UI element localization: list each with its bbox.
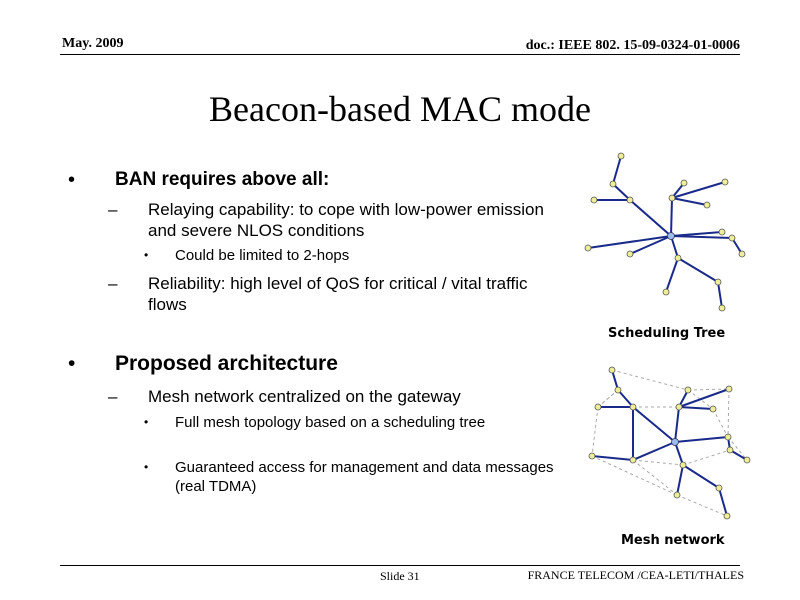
network-node	[589, 453, 595, 459]
network-node	[716, 485, 722, 491]
tree-edge	[613, 184, 630, 200]
tree-edge	[592, 456, 633, 460]
network-node	[591, 197, 597, 203]
network-node	[726, 386, 732, 392]
mesh-link	[592, 407, 598, 456]
network-node	[715, 279, 721, 285]
scheduling-tree-graph	[585, 153, 745, 311]
subsubbullet-text: Guaranteed access for management and data messages (real TDMA)	[175, 459, 554, 495]
network-node	[674, 492, 680, 498]
tree-edge	[719, 488, 727, 516]
tree-edge	[683, 465, 719, 488]
footer-organization: FRANCE TELECOM /CEA-LETI/THALES	[527, 568, 744, 582]
tree-edge	[677, 465, 683, 495]
network-node	[610, 181, 616, 187]
header-document-id: doc.: IEEE 802. 15-09-0324-01-0006	[525, 38, 740, 53]
tree-edge	[633, 407, 675, 442]
tree-edge	[630, 200, 671, 236]
tree-edge	[675, 407, 679, 442]
bullet-glyph: •	[68, 169, 76, 191]
network-node	[722, 179, 728, 185]
network-node	[675, 255, 681, 261]
network-node	[595, 404, 601, 410]
dash-glyph: –	[108, 274, 118, 293]
footer-slide-number: Slide 31	[380, 569, 420, 583]
mesh-network-graph	[589, 367, 750, 519]
mesh-link	[683, 450, 730, 465]
tree-edge	[672, 182, 725, 198]
tree-edge	[613, 156, 621, 184]
bullet-glyph: •	[144, 460, 149, 474]
gateway-node	[668, 233, 675, 240]
network-node	[727, 447, 733, 453]
bullet-text: Proposed architecture	[115, 352, 338, 375]
network-node	[685, 387, 691, 393]
subsubbullet-text: Could be limited to 2-hops	[175, 247, 350, 264]
network-node	[724, 513, 730, 519]
mesh-link	[612, 370, 688, 390]
network-node	[739, 251, 745, 257]
network-node	[627, 197, 633, 203]
network-node	[618, 153, 624, 159]
network-node	[719, 229, 725, 235]
tree-edge	[671, 198, 672, 236]
network-node	[681, 180, 687, 186]
network-node	[630, 404, 636, 410]
tree-edge	[618, 390, 633, 407]
network-node	[729, 235, 735, 241]
mesh-link	[598, 390, 618, 407]
network-node	[627, 251, 633, 257]
tree-edge	[718, 282, 722, 308]
network-node	[669, 195, 675, 201]
gateway-node	[672, 439, 679, 446]
footer-rule	[60, 565, 740, 566]
mesh-link	[713, 409, 728, 437]
subbullet-text: Mesh network centralized on the gateway	[148, 387, 461, 406]
network-node	[719, 305, 725, 311]
network-node	[704, 202, 710, 208]
network-node	[680, 462, 686, 468]
header-date: May. 2009	[62, 36, 124, 51]
dash-glyph: –	[108, 200, 118, 219]
mesh-link	[728, 389, 729, 437]
bullet-glyph: •	[144, 248, 149, 262]
network-node	[663, 289, 669, 295]
subsubbullet-text: Full mesh topology based on a scheduling tree	[175, 414, 486, 431]
mesh-network-caption: Mesh network	[621, 533, 725, 548]
network-node	[744, 457, 750, 463]
bullet-glyph: •	[144, 415, 149, 429]
bullet-glyph: •	[68, 352, 76, 375]
tree-edge	[678, 258, 718, 282]
tree-edge	[633, 442, 675, 460]
tree-edge	[679, 407, 713, 409]
network-node	[710, 406, 716, 412]
mesh-link	[633, 460, 683, 465]
scheduling-tree-caption: Scheduling Tree	[608, 326, 726, 341]
tree-edge	[672, 198, 707, 205]
network-node	[585, 245, 591, 251]
dash-glyph: –	[108, 387, 118, 406]
mesh-link	[688, 389, 729, 390]
bullet-text: BAN requires above all:	[115, 169, 330, 190]
subbullet-text: Reliability: high level of QoS for critical / vital traffic flows	[148, 274, 528, 314]
mesh-link	[677, 495, 727, 516]
network-node	[630, 457, 636, 463]
network-node	[676, 404, 682, 410]
tree-edge	[671, 236, 732, 238]
network-node	[609, 367, 615, 373]
subbullet-text: Relaying capability: to cope with low-power emission and severe NLOS conditions	[148, 200, 544, 240]
slide-title: Beacon-based MAC mode	[209, 89, 591, 129]
network-node	[725, 434, 731, 440]
tree-edge	[675, 437, 728, 442]
network-node	[615, 387, 621, 393]
tree-edge	[666, 258, 678, 292]
mesh-link	[633, 460, 677, 495]
